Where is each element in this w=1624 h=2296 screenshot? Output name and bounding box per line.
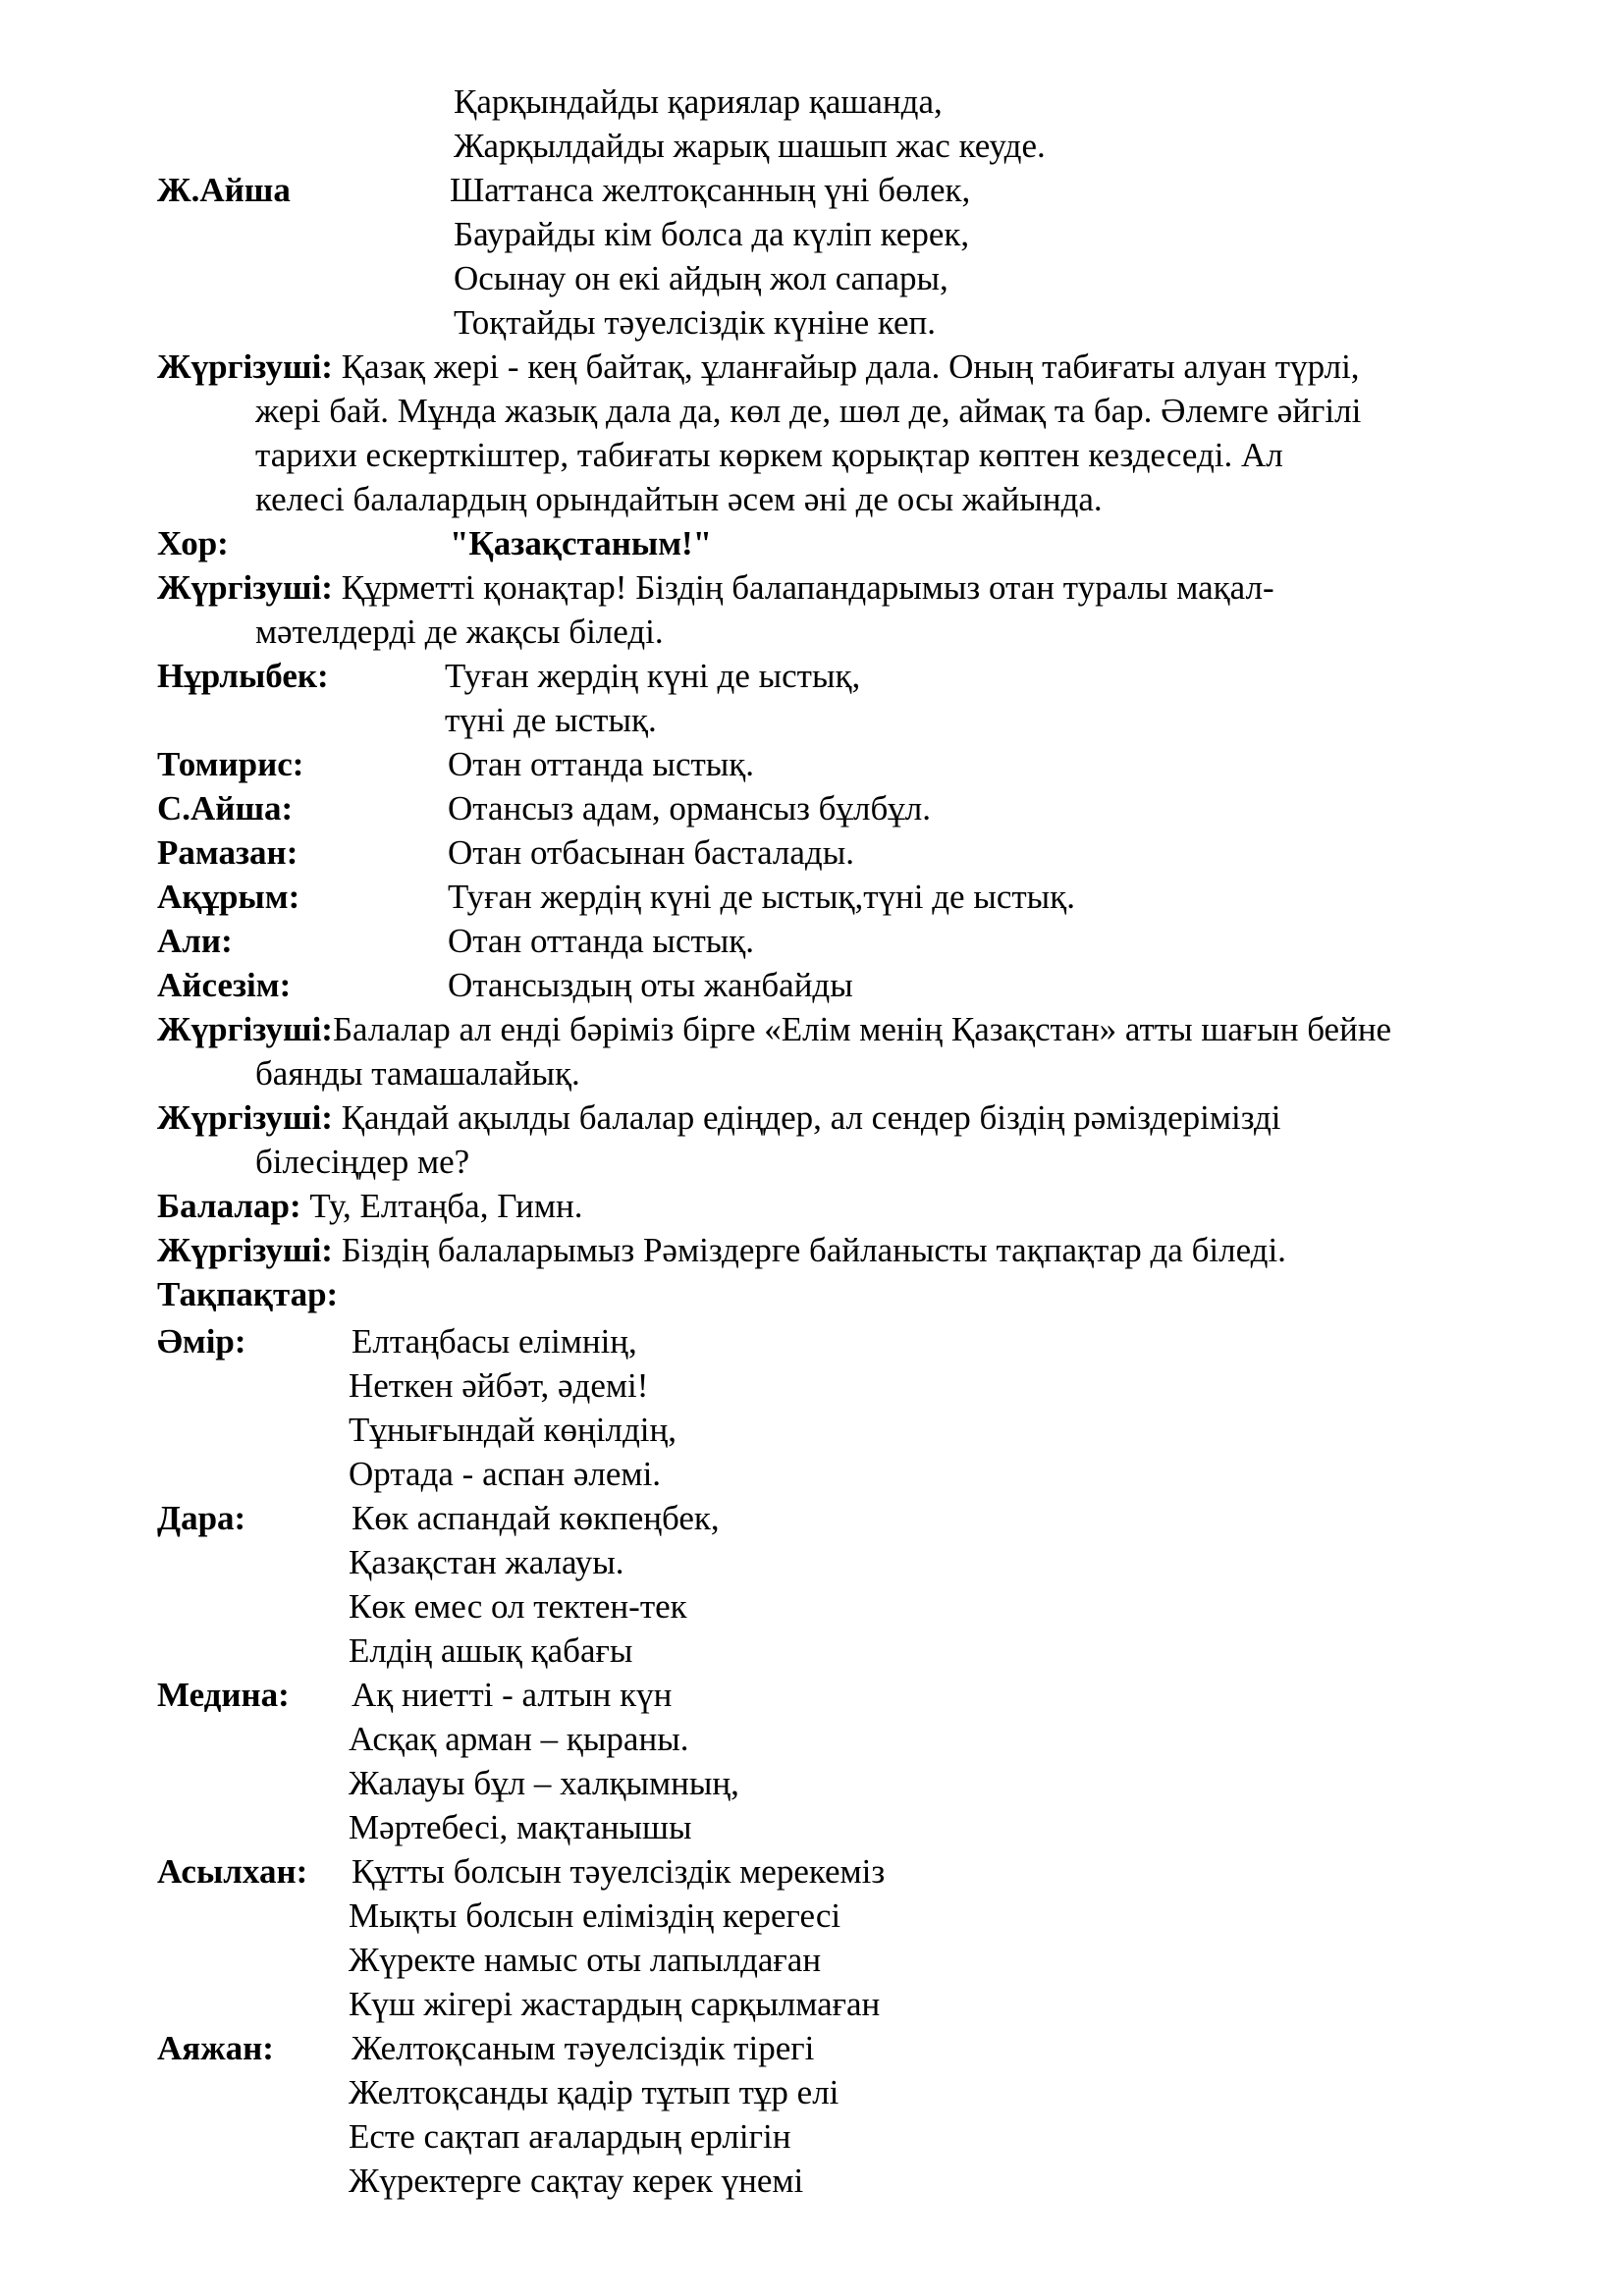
poem-line: Ақ ниетті - алтын күн (352, 1676, 673, 1714)
children-line (157, 1184, 582, 1228)
speaker-name: Айсезім: (157, 966, 292, 1004)
poem-line: Ортада - аспан әлемі. (349, 1455, 662, 1493)
paragraph-line: білесіңдер ме? (255, 1143, 470, 1181)
poem-line: Елдің ашық қабағы (349, 1631, 633, 1670)
verse-line: Шаттанса желтоқсанның үні бөлек, (450, 171, 971, 209)
paragraph-text: Қандай ақылды балалар едіңдер, ал сендер біздің рәміздерімізді (332, 1098, 1281, 1137)
verse-line: Тоқтайды тәуелсіздік күніне кеп. (454, 303, 937, 342)
poem-line: Тұнығындай көңілдің, (349, 1411, 677, 1449)
paragraph-text: Біздің балаларымыз Рәміздерге байланысты тақпақтар да біледі. (332, 1231, 1286, 1269)
verse-line: Қарқындайды қариялар қашанда, (454, 82, 943, 121)
paragraph-line: баянды тамашалайық. (255, 1054, 580, 1093)
section-heading: Тақпақтар: (157, 1275, 339, 1313)
speaker-name: Балалар: (157, 1187, 301, 1225)
speaker-name: Хор: (157, 524, 229, 562)
speaker-name: Ж.Айша (157, 171, 291, 209)
poem-line: Жүректерге сақтау керек үнемі (349, 2162, 804, 2200)
poem-line: Желтоқсанды қадір тұтып тұр елі (349, 2073, 839, 2111)
paragraph-text: Балалар ал енді бәріміз бірге «Елім менің Қазақстан» атты шағын бейне (332, 1010, 1392, 1048)
poem-line: Елтаңбасы елімнің, (352, 1322, 637, 1361)
poem-line: Мықты болсын еліміздің керегесі (349, 1896, 841, 1935)
proverb-line: Отан оттанда ыстық. (448, 922, 755, 960)
paragraph-text: Қазақ жері - кең байтақ, ұланғайыр дала. Оның табиғаты алуан түрлі, (332, 347, 1360, 386)
host-paragraph-first-line (157, 1095, 1281, 1140)
host-paragraph-first-line (157, 1007, 1391, 1051)
poem-line: Көк емес ол тектен-тек (349, 1587, 687, 1626)
poem-line: Желтоқсаным тәуелсіздік тірегі (352, 2029, 815, 2067)
paragraph-line: жері бай. Мұнда жазық дала да, көл де, шөл де, аймақ та бар. Әлемге әйгілі (255, 392, 1362, 430)
host-line (157, 1228, 1286, 1272)
proverb-line: Туған жердің күні де ыстық,түні де ыстық. (448, 878, 1075, 916)
poem-line: Жалауы бұл – халқымның, (349, 1764, 739, 1802)
proverb-line: түні де ыстық. (445, 701, 657, 739)
poem-line: Жүректе намыс оты лапылдаған (349, 1941, 822, 1979)
speaker-name: Томирис: (157, 745, 304, 783)
speaker-name: Әмір: (157, 1322, 246, 1361)
song-title: "Қазақстаным!" (450, 524, 713, 562)
speaker-name: Жүргізуші: (157, 1231, 333, 1269)
paragraph-text: Ту, Елтаңба, Гимн. (300, 1187, 583, 1225)
speaker-name: Жүргізуші: (157, 1098, 333, 1137)
poem-line: Құтты болсын тәуелсіздік мерекеміз (352, 1852, 886, 1891)
verse-line: Осынау он екі айдың жол сапары, (454, 259, 948, 297)
verse-line: Баурайды кім болса да күліп керек, (454, 215, 970, 253)
host-paragraph-first-line (157, 565, 1274, 610)
proverb-line: Отан оттанда ыстық. (448, 745, 755, 783)
speaker-name: Жүргізуші: (157, 568, 333, 607)
paragraph-line: тарихи ескерткіштер, табиғаты көркем қорықтар көптен кездеседі. Ал (255, 436, 1283, 474)
speaker-name: Рамазан: (157, 833, 298, 872)
speaker-name: Али: (157, 922, 233, 960)
paragraph-line: келесі балалардың орындайтын әсем әні де осы жайында. (255, 480, 1103, 518)
poem-line: Неткен әйбәт, әдемі! (349, 1366, 649, 1405)
speaker-name: Жүргізуші: (157, 347, 333, 386)
proverb-line: Отансыз адам, ормансыз бұлбұл. (448, 789, 931, 828)
speaker-name: Ақұрым: (157, 878, 300, 916)
speaker-name: Аяжан: (157, 2029, 274, 2067)
proverb-line: Отан отбасынан басталады. (448, 833, 855, 872)
speaker-name: Медина: (157, 1676, 290, 1714)
poem-line: Асқақ арман – қыраны. (349, 1720, 689, 1758)
paragraph-text: Құрметті қонақтар! Біздің балапандарымыз отан туралы мақал- (332, 568, 1274, 607)
proverb-line: Туған жердің күні де ыстық, (445, 657, 861, 695)
speaker-name: Нұрлыбек: (157, 657, 329, 695)
speaker-name: Дара: (157, 1499, 246, 1537)
poem-line: Есте сақтап ағалардың ерлігін (349, 2117, 791, 2156)
poem-line: Көк аспандай көкпеңбек, (352, 1499, 720, 1537)
poem-line: Күш жігері жастардың сарқылмаған (349, 1985, 881, 2023)
speaker-name: Жүргізуші: (157, 1010, 333, 1048)
verse-line: Жарқылдайды жарық шашып жас кеуде. (454, 127, 1046, 165)
poem-line: Мәртебесі, мақтанышы (349, 1808, 692, 1846)
speaker-name: С.Айша: (157, 789, 294, 828)
poem-line: Қазақстан жалауы. (349, 1543, 624, 1581)
host-paragraph-first-line (157, 345, 1360, 389)
proverb-line: Отансыздың оты жанбайды (448, 966, 853, 1004)
speaker-name: Асылхан: (157, 1852, 308, 1891)
paragraph-line: мәтелдерді де жақсы біледі. (255, 613, 664, 651)
